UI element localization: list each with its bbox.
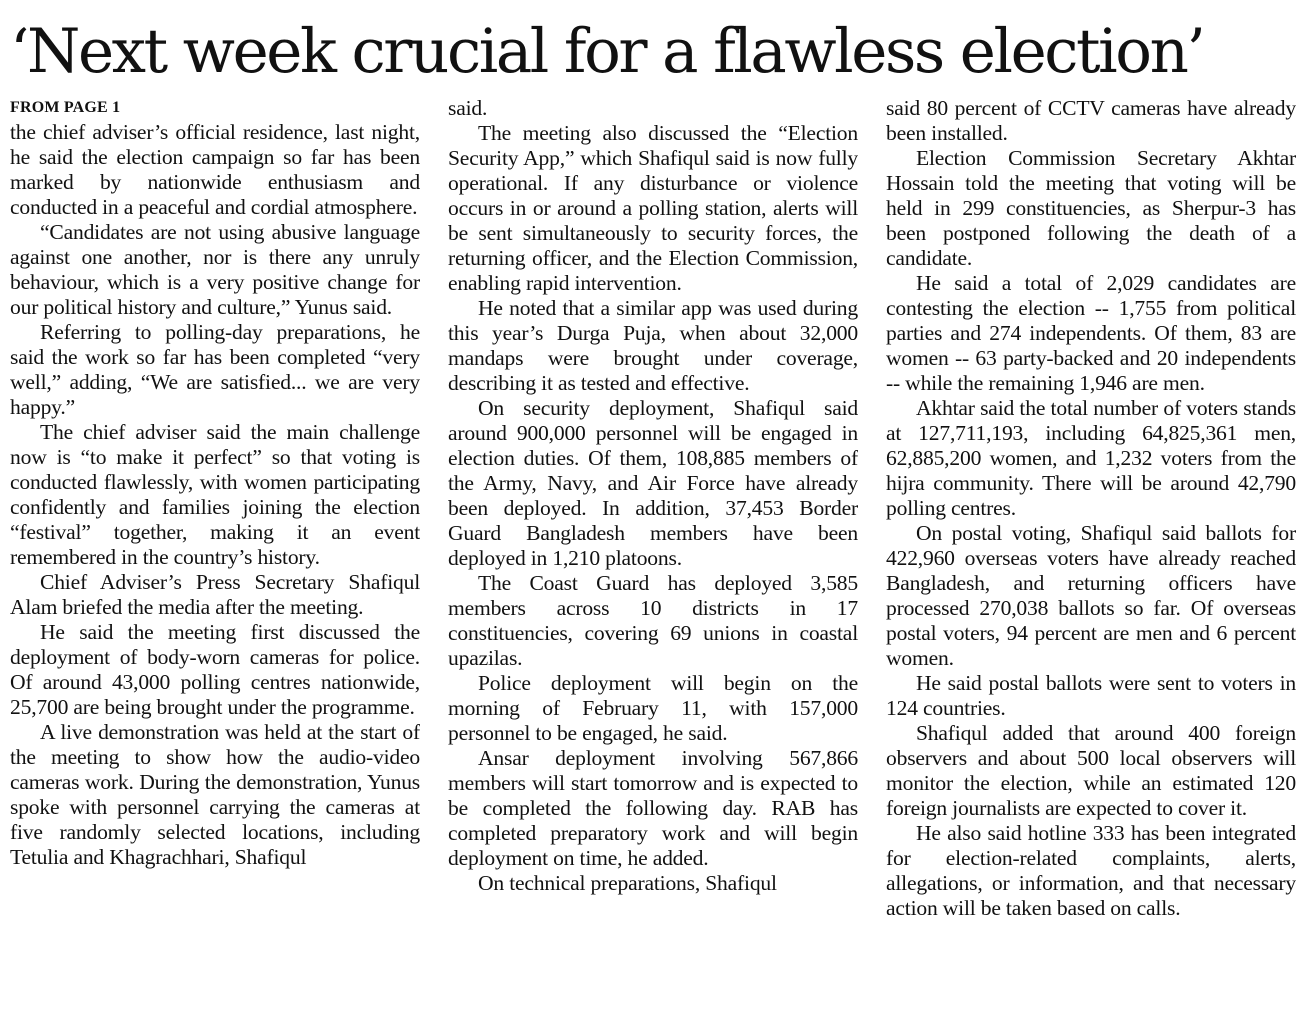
paragraph: He said postal ballots were sent to voters in 124 countries. bbox=[886, 671, 1296, 720]
paragraph: “Candidates are not using abusive language against one another, nor is there any unruly behaviour, which is a very positive change for our political history and culture,” Yunus said. bbox=[10, 220, 420, 319]
headline: ‘Next week crucial for a flawless election’ bbox=[10, 16, 1204, 87]
paragraph: The Coast Guard has deployed 3,585 members across 10 districts in 17 constituencies, covering 69 unions in coastal upazilas. bbox=[448, 571, 858, 670]
paragraph: Referring to polling-day preparations, he said the work so far has been completed “very well,” adding, “We are satisfied... we are very happy.” bbox=[10, 320, 420, 419]
paragraph: He also said hotline 333 has been integrated for election-related complaints, alerts, allegations, or information, and that necessary action will be taken based on calls. bbox=[886, 821, 1296, 920]
paragraph: Ansar deployment involving 567,866 members will start tomorrow and is expected to be completed the following day. RAB has completed preparatory work and will begin deployment on time, he added. bbox=[448, 746, 858, 870]
article-column-2 bbox=[448, 96, 858, 1026]
paragraph: On postal voting, Shafiqul said ballots for 422,960 overseas voters have already reached Bangladesh, and returning officers have processed 270,038 ballots so far. Of overseas postal voters, 94 percent are men and 6 percent women. bbox=[886, 521, 1296, 670]
paragraph: On security deployment, Shafiqul said around 900,000 personnel will be engaged in election duties. Of them, 108,885 members of the Army, Navy, and Air Force have already been deployed. In addition, 37,453 Border Guard Bangladesh members have been deployed in 1,210 platoons. bbox=[448, 396, 858, 570]
paragraph: the chief adviser’s official residence, last night, he said the election campaign so far has been marked by nationwide enthusiasm and conducted in a peaceful and cordial atmosphere. bbox=[10, 120, 420, 219]
paragraph: He noted that a similar app was used during this year’s Durga Puja, when about 32,000 mandaps were brought under coverage, describing it as tested and effective. bbox=[448, 296, 858, 395]
paragraph: The meeting also discussed the “Election Security App,” which Shafiqul said is now fully operational. If any disturbance or violence occurs in or around a polling station, alerts will be sent simultaneously to security forces, the returning officer, and the Election Commission, enabling rapid intervention. bbox=[448, 121, 858, 295]
paragraph: He said the meeting first discussed the deployment of body-worn cameras for police. Of around 43,000 polling centres nationwide, 25,700 are being brought under the programme. bbox=[10, 620, 420, 719]
continued-from-label: FROM PAGE 1 bbox=[10, 99, 121, 116]
paragraph: He said a total of 2,029 candidates are contesting the election -- 1,755 from political parties and 274 independents. Of them, 83 are women -- 63 party-backed and 20 independents -- while the remaining 1,946 are men. bbox=[886, 271, 1296, 395]
paragraph: The chief adviser said the main challenge now is “to make it perfect” so that voting is conducted flawlessly, with women participating confidently and families joining the election “festival” together, making it an event remembered in the country’s history. bbox=[10, 420, 420, 569]
paragraph: Election Commission Secretary Akhtar Hossain told the meeting that voting will be held in 299 constituencies, as Sherpur-3 has been postponed following the death of a candidate. bbox=[886, 146, 1296, 270]
paragraph: Akhtar said the total number of voters stands at 127,711,193, including 64,825,361 men, 62,885,200 women, and 1,232 voters from the hijra community. There will be around 42,790 polling centres. bbox=[886, 396, 1296, 520]
paragraph: said. bbox=[448, 96, 488, 120]
article-column-3 bbox=[886, 96, 1296, 1026]
paragraph: Police deployment will begin on the morning of February 11, with 157,000 personnel to be engaged, he said. bbox=[448, 671, 858, 745]
paragraph: Chief Adviser’s Press Secretary Shafiqul Alam briefed the media after the meeting. bbox=[10, 570, 420, 619]
paragraph: On technical preparations, Shafiqul bbox=[478, 871, 777, 895]
article-column-1 bbox=[10, 96, 420, 1026]
paragraph: Shafiqul added that around 400 foreign observers and about 500 local observers will monitor the election, while an estimated 120 foreign journalists are expected to cover it. bbox=[886, 721, 1296, 820]
paragraph: A live demonstration was held at the start of the meeting to show how the audio-video cameras work. During the demonstration, Yunus spoke with personnel carrying the cameras at five randomly selected locations, including Tetulia and Khagrachhari, Shafiqul bbox=[10, 720, 420, 869]
paragraph: said 80 percent of CCTV cameras have already been installed. bbox=[886, 96, 1296, 145]
